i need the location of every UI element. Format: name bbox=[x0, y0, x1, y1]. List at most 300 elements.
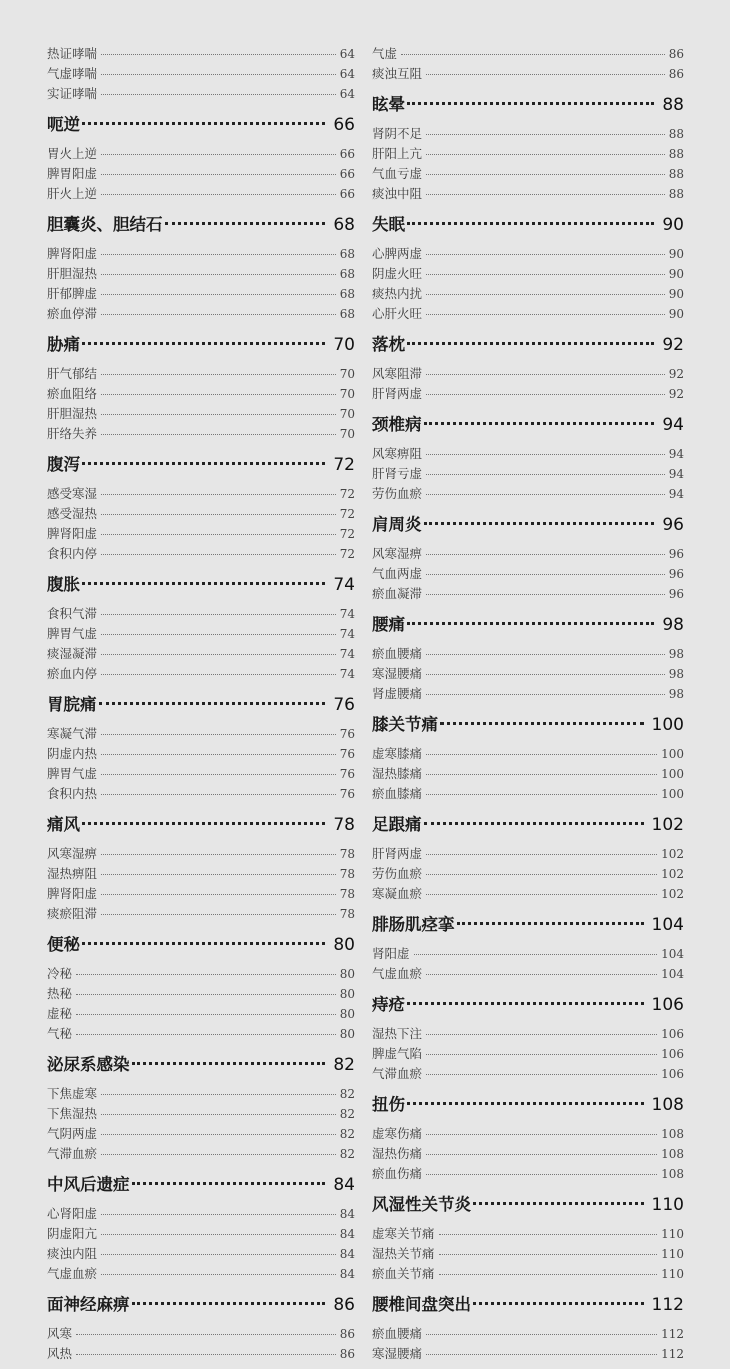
toc-entry-page: 96 bbox=[668, 587, 684, 601]
dot-leader bbox=[101, 74, 336, 75]
toc-entry[interactable] bbox=[47, 484, 355, 504]
toc-entry-label: 瘀血凝滞 bbox=[372, 586, 423, 601]
toc-heading-title: 颈椎病 bbox=[372, 415, 422, 434]
toc-entry-label: 气秘 bbox=[47, 1026, 73, 1041]
dot-leader bbox=[101, 1254, 336, 1255]
toc-entry[interactable] bbox=[47, 84, 355, 104]
toc-entry-label: 瘀血腰痛 bbox=[372, 1326, 423, 1341]
toc-entry-label: 瘀血关节痛 bbox=[372, 1266, 435, 1281]
toc-heading[interactable] bbox=[47, 810, 355, 840]
toc-heading[interactable] bbox=[372, 990, 684, 1020]
toc-heading[interactable] bbox=[372, 410, 684, 440]
toc-entry[interactable] bbox=[372, 964, 684, 984]
toc-entry-page: 66 bbox=[339, 147, 355, 161]
toc-entry[interactable] bbox=[372, 364, 684, 384]
toc-entry[interactable] bbox=[372, 384, 684, 404]
dot-leader bbox=[132, 1062, 326, 1065]
dot-leader bbox=[101, 194, 336, 195]
toc-entry-page: 104 bbox=[661, 967, 684, 981]
toc-heading[interactable] bbox=[47, 930, 355, 960]
toc-heading[interactable] bbox=[47, 110, 355, 140]
toc-entry-page: 72 bbox=[339, 527, 355, 541]
toc-entry[interactable] bbox=[372, 144, 684, 164]
toc-entry[interactable] bbox=[47, 304, 355, 324]
toc-entry-label: 热证哮喘 bbox=[47, 46, 98, 61]
toc-entry-label: 虚秘 bbox=[47, 1006, 73, 1021]
toc-heading-page: 78 bbox=[333, 815, 355, 835]
toc-entry-label: 胃火上逆 bbox=[47, 146, 98, 161]
toc-entry-label: 风寒湿痹 bbox=[47, 846, 98, 861]
toc-entry[interactable] bbox=[47, 364, 355, 384]
toc-heading-page: 102 bbox=[651, 815, 684, 835]
toc-entry[interactable] bbox=[47, 524, 355, 544]
toc-entry[interactable] bbox=[47, 404, 355, 424]
dot-leader bbox=[426, 454, 665, 455]
toc-entry-label: 阴虚内热 bbox=[47, 746, 98, 761]
toc-entry[interactable] bbox=[372, 784, 684, 804]
dot-leader bbox=[426, 294, 665, 295]
toc-entry[interactable] bbox=[47, 1244, 355, 1264]
dot-leader bbox=[101, 914, 336, 915]
toc-entry-label: 风寒湿痹 bbox=[372, 546, 423, 561]
toc-entry-label: 阴虚阳亢 bbox=[47, 1226, 98, 1241]
toc-heading-page: 108 bbox=[651, 1095, 684, 1115]
toc-entry-page: 86 bbox=[339, 1347, 355, 1361]
toc-entry[interactable] bbox=[372, 1224, 684, 1244]
toc-entry-page: 94 bbox=[668, 447, 684, 461]
toc-entry[interactable] bbox=[47, 1344, 355, 1364]
toc-entry[interactable] bbox=[47, 724, 355, 744]
toc-entry-page: 68 bbox=[339, 247, 355, 261]
toc-entry[interactable] bbox=[47, 1224, 355, 1244]
toc-entry[interactable] bbox=[372, 544, 684, 564]
toc-heading-page: 110 bbox=[651, 1195, 684, 1215]
toc-entry-page: 74 bbox=[339, 627, 355, 641]
dot-leader bbox=[426, 494, 665, 495]
toc-heading-title: 呃逆 bbox=[47, 115, 80, 134]
toc-entry[interactable] bbox=[47, 164, 355, 184]
toc-entry-label: 阴虚火旺 bbox=[372, 266, 423, 281]
toc-entry-label: 湿热痹阻 bbox=[47, 866, 98, 881]
dot-leader bbox=[426, 854, 657, 855]
dot-leader bbox=[426, 474, 665, 475]
toc-entry-page: 88 bbox=[668, 127, 684, 141]
toc-entry[interactable] bbox=[47, 1124, 355, 1144]
toc-entry-page: 70 bbox=[339, 387, 355, 401]
toc-entry[interactable] bbox=[47, 884, 355, 904]
toc-entry-label: 脾虚气陷 bbox=[372, 1046, 423, 1061]
toc-entry-page: 74 bbox=[339, 647, 355, 661]
toc-entry-page: 76 bbox=[339, 727, 355, 741]
toc-entry[interactable] bbox=[372, 644, 684, 664]
toc-entry[interactable] bbox=[372, 1064, 684, 1084]
toc-heading[interactable] bbox=[47, 1290, 355, 1320]
toc-entry-page: 112 bbox=[661, 1347, 684, 1361]
toc-entry[interactable] bbox=[372, 164, 684, 184]
dot-leader bbox=[82, 462, 325, 465]
toc-entry[interactable] bbox=[372, 664, 684, 684]
dot-leader bbox=[165, 222, 326, 225]
toc-heading[interactable] bbox=[47, 570, 355, 600]
dot-leader bbox=[414, 954, 658, 955]
toc-entry-page: 66 bbox=[339, 187, 355, 201]
toc-entry-label: 气血亏虚 bbox=[372, 166, 423, 181]
toc-entry[interactable] bbox=[372, 1144, 684, 1164]
toc-entry-page: 108 bbox=[661, 1127, 684, 1141]
toc-entry-page: 86 bbox=[668, 67, 684, 81]
dot-leader bbox=[426, 894, 657, 895]
dot-leader bbox=[101, 794, 336, 795]
toc-entry[interactable] bbox=[47, 864, 355, 884]
toc-entry[interactable] bbox=[47, 1004, 355, 1024]
toc-heading[interactable] bbox=[372, 330, 684, 360]
toc-entry[interactable] bbox=[372, 64, 684, 84]
toc-entry[interactable] bbox=[47, 1324, 355, 1344]
dot-leader bbox=[426, 154, 665, 155]
toc-heading[interactable] bbox=[372, 510, 684, 540]
toc-entry-page: 90 bbox=[668, 287, 684, 301]
toc-entry[interactable] bbox=[372, 304, 684, 324]
toc-entry-page: 96 bbox=[668, 567, 684, 581]
toc-entry-label: 风热 bbox=[47, 1346, 73, 1361]
toc-heading-title: 痛风 bbox=[47, 815, 80, 834]
dot-leader bbox=[101, 94, 336, 95]
toc-heading-title: 痔疮 bbox=[372, 995, 405, 1014]
toc-entry[interactable] bbox=[47, 244, 355, 264]
toc-entry[interactable] bbox=[372, 884, 684, 904]
dot-leader bbox=[76, 1014, 336, 1015]
toc-entry[interactable] bbox=[372, 1324, 684, 1344]
toc-entry[interactable] bbox=[372, 744, 684, 764]
toc-entry-label: 脾胃气虚 bbox=[47, 766, 98, 781]
dot-leader bbox=[401, 54, 665, 55]
dot-leader bbox=[424, 822, 644, 825]
toc-entry[interactable] bbox=[47, 1264, 355, 1284]
toc-entry[interactable] bbox=[372, 484, 684, 504]
toc-entry[interactable] bbox=[47, 64, 355, 84]
toc-entry-page: 90 bbox=[668, 247, 684, 261]
dot-leader bbox=[76, 1354, 336, 1355]
toc-entry-page: 80 bbox=[339, 1027, 355, 1041]
toc-entry-label: 脾肾阳虚 bbox=[47, 526, 98, 541]
dot-leader bbox=[426, 274, 665, 275]
toc-heading-page: 92 bbox=[662, 335, 684, 355]
dot-leader bbox=[101, 634, 336, 635]
dot-leader bbox=[426, 1354, 657, 1355]
dot-leader bbox=[407, 342, 654, 345]
toc-entry-page: 108 bbox=[661, 1147, 684, 1161]
toc-entry-page: 74 bbox=[339, 607, 355, 621]
toc-entry-page: 90 bbox=[668, 267, 684, 281]
toc-entry-label: 心肝火旺 bbox=[372, 306, 423, 321]
toc-entry-page: 64 bbox=[339, 87, 355, 101]
toc-entry-page: 82 bbox=[339, 1147, 355, 1161]
toc-heading[interactable] bbox=[372, 210, 684, 240]
dot-leader bbox=[82, 582, 325, 585]
toc-entry-label: 气虚哮喘 bbox=[47, 66, 98, 81]
dot-leader bbox=[101, 874, 336, 875]
toc-entry[interactable] bbox=[47, 1144, 355, 1164]
toc-entry[interactable] bbox=[372, 184, 684, 204]
toc-entry[interactable] bbox=[47, 1104, 355, 1124]
toc-column-right bbox=[372, 44, 684, 1364]
toc-entry[interactable] bbox=[47, 1204, 355, 1224]
dot-leader bbox=[101, 1154, 336, 1155]
toc-entry[interactable] bbox=[372, 1244, 684, 1264]
dot-leader bbox=[82, 822, 325, 825]
toc-entry-label: 肾阳虚 bbox=[372, 946, 410, 961]
toc-entry[interactable] bbox=[47, 184, 355, 204]
dot-leader bbox=[101, 394, 336, 395]
toc-entry-label: 气滞血瘀 bbox=[47, 1146, 98, 1161]
toc-entry-label: 风寒痹阻 bbox=[372, 446, 423, 461]
toc-entry[interactable] bbox=[372, 564, 684, 584]
toc-heading-page: 90 bbox=[662, 215, 684, 235]
toc-heading[interactable] bbox=[47, 1170, 355, 1200]
toc-entry[interactable] bbox=[47, 784, 355, 804]
toc-entry[interactable] bbox=[372, 764, 684, 784]
toc-entry-label: 肝肾两虚 bbox=[372, 846, 423, 861]
toc-entry[interactable] bbox=[372, 244, 684, 264]
toc-entry[interactable] bbox=[372, 124, 684, 144]
dot-leader bbox=[426, 194, 665, 195]
toc-heading[interactable] bbox=[47, 450, 355, 480]
toc-entry[interactable] bbox=[372, 284, 684, 304]
toc-entry-page: 106 bbox=[661, 1047, 684, 1061]
toc-entry-page: 78 bbox=[339, 847, 355, 861]
toc-entry[interactable] bbox=[372, 1124, 684, 1144]
toc-entry-label: 痰浊互阻 bbox=[372, 66, 423, 81]
toc-heading[interactable] bbox=[372, 910, 684, 940]
toc-entry-label: 寒凝血瘀 bbox=[372, 886, 423, 901]
toc-entry-label: 瘀血伤痛 bbox=[372, 1166, 423, 1181]
toc-entry-page: 76 bbox=[339, 767, 355, 781]
dot-leader bbox=[439, 1274, 658, 1275]
toc-entry[interactable] bbox=[47, 424, 355, 444]
toc-entry-label: 寒凝气滞 bbox=[47, 726, 98, 741]
toc-entry[interactable] bbox=[372, 864, 684, 884]
toc-heading-page: 112 bbox=[651, 1295, 684, 1315]
toc-heading[interactable] bbox=[372, 1190, 684, 1220]
toc-heading[interactable] bbox=[372, 710, 684, 740]
toc-entry[interactable] bbox=[47, 964, 355, 984]
toc-heading-title: 风湿性关节炎 bbox=[372, 1195, 471, 1214]
toc-entry-page: 84 bbox=[339, 1207, 355, 1221]
toc-entry[interactable] bbox=[47, 504, 355, 524]
dot-leader bbox=[101, 894, 336, 895]
toc-heading-page: 72 bbox=[333, 455, 355, 475]
toc-entry-page: 110 bbox=[661, 1247, 684, 1261]
dot-leader bbox=[407, 102, 654, 105]
dot-leader bbox=[426, 754, 657, 755]
toc-heading[interactable] bbox=[372, 90, 684, 120]
dot-leader bbox=[426, 974, 657, 975]
toc-entry[interactable] bbox=[372, 844, 684, 864]
toc-entry[interactable] bbox=[47, 384, 355, 404]
toc-entry[interactable] bbox=[372, 444, 684, 464]
dot-leader bbox=[101, 674, 336, 675]
toc-entry-label: 冷秘 bbox=[47, 966, 73, 981]
toc-entry[interactable] bbox=[372, 584, 684, 604]
toc-entry-page: 80 bbox=[339, 1007, 355, 1021]
dot-leader bbox=[101, 654, 336, 655]
toc-heading-page: 96 bbox=[662, 515, 684, 535]
dot-leader bbox=[132, 1302, 326, 1305]
dot-leader bbox=[101, 294, 336, 295]
toc-entry[interactable] bbox=[47, 904, 355, 924]
toc-entry[interactable] bbox=[47, 284, 355, 304]
toc-entry[interactable] bbox=[47, 1024, 355, 1044]
toc-entry[interactable] bbox=[47, 544, 355, 564]
dot-leader bbox=[426, 1074, 657, 1075]
toc-entry[interactable] bbox=[47, 44, 355, 64]
toc-entry[interactable] bbox=[47, 264, 355, 284]
toc-entry-page: 94 bbox=[668, 467, 684, 481]
dot-leader bbox=[101, 614, 336, 615]
toc-entry-page: 80 bbox=[339, 967, 355, 981]
toc-entry-label: 气虚血瘀 bbox=[372, 966, 423, 981]
dot-leader bbox=[426, 774, 657, 775]
toc-heading[interactable] bbox=[372, 610, 684, 640]
toc-entry[interactable] bbox=[47, 664, 355, 684]
toc-entry-label: 脾肾阳虚 bbox=[47, 246, 98, 261]
toc-entry-label: 湿热膝痛 bbox=[372, 766, 423, 781]
toc-entry-label: 肝阳上亢 bbox=[372, 146, 423, 161]
toc-heading-page: 76 bbox=[333, 695, 355, 715]
toc-entry[interactable] bbox=[372, 944, 684, 964]
toc-entry-label: 脾肾阳虚 bbox=[47, 886, 98, 901]
toc-entry-label: 湿热伤痛 bbox=[372, 1146, 423, 1161]
dot-leader bbox=[82, 122, 325, 125]
toc-entry[interactable] bbox=[47, 644, 355, 664]
toc-entry-page: 72 bbox=[339, 547, 355, 561]
toc-entry-label: 风寒 bbox=[47, 1326, 73, 1341]
toc-entry[interactable] bbox=[372, 464, 684, 484]
toc-entry[interactable] bbox=[47, 1084, 355, 1104]
toc-entry-page: 78 bbox=[339, 907, 355, 921]
toc-entry-page: 86 bbox=[339, 1327, 355, 1341]
toc-heading-title: 腓肠肌痉挛 bbox=[372, 915, 455, 934]
dot-leader bbox=[426, 374, 665, 375]
toc-entry-label: 肾虚腰痛 bbox=[372, 686, 423, 701]
dot-leader bbox=[101, 854, 336, 855]
dot-leader bbox=[439, 1234, 658, 1235]
dot-leader bbox=[426, 314, 665, 315]
dot-leader bbox=[101, 154, 336, 155]
toc-entry-label: 湿热下注 bbox=[372, 1026, 423, 1041]
dot-leader bbox=[101, 1274, 336, 1275]
toc-entry[interactable] bbox=[47, 984, 355, 1004]
toc-entry-label: 虚寒关节痛 bbox=[372, 1226, 435, 1241]
toc-entry-label: 心脾两虚 bbox=[372, 246, 423, 261]
toc-entry-page: 74 bbox=[339, 667, 355, 681]
toc-entry-page: 110 bbox=[661, 1227, 684, 1241]
toc-entry-page: 84 bbox=[339, 1227, 355, 1241]
toc-entry[interactable] bbox=[372, 1024, 684, 1044]
toc-entry[interactable] bbox=[372, 1164, 684, 1184]
toc-entry[interactable] bbox=[47, 604, 355, 624]
toc-heading-title: 腹胀 bbox=[47, 575, 80, 594]
toc-entry-label: 实证哮喘 bbox=[47, 86, 98, 101]
toc-entry-page: 76 bbox=[339, 747, 355, 761]
dot-leader bbox=[101, 774, 336, 775]
dot-leader bbox=[426, 394, 665, 395]
toc-entry-label: 心肾阳虚 bbox=[47, 1206, 98, 1221]
toc-entry[interactable] bbox=[47, 744, 355, 764]
dot-leader bbox=[426, 1154, 657, 1155]
toc-entry[interactable] bbox=[47, 624, 355, 644]
dot-leader bbox=[101, 434, 336, 435]
toc-entry[interactable] bbox=[47, 144, 355, 164]
dot-leader bbox=[76, 974, 336, 975]
toc-heading-page: 104 bbox=[651, 915, 684, 935]
dot-leader bbox=[82, 942, 325, 945]
dot-leader bbox=[101, 54, 336, 55]
toc-entry-label: 劳伤血瘀 bbox=[372, 486, 423, 501]
dot-leader bbox=[426, 694, 665, 695]
toc-entry[interactable] bbox=[372, 264, 684, 284]
toc-entry-page: 84 bbox=[339, 1247, 355, 1261]
toc-heading-page: 84 bbox=[333, 1175, 355, 1195]
toc-heading-title: 眩晕 bbox=[372, 95, 405, 114]
toc-heading[interactable] bbox=[372, 810, 684, 840]
toc-entry-page: 108 bbox=[661, 1167, 684, 1181]
dot-leader bbox=[426, 574, 665, 575]
toc-entry-page: 82 bbox=[339, 1107, 355, 1121]
toc-entry[interactable] bbox=[47, 764, 355, 784]
toc-entry[interactable] bbox=[372, 684, 684, 704]
toc-heading-page: 74 bbox=[333, 575, 355, 595]
toc-entry-label: 瘀血阻络 bbox=[47, 386, 98, 401]
toc-heading-title: 泌尿系感染 bbox=[47, 1055, 130, 1074]
toc-entry-page: 78 bbox=[339, 887, 355, 901]
toc-entry-page: 72 bbox=[339, 487, 355, 501]
toc-entry-page: 76 bbox=[339, 787, 355, 801]
toc-entry-label: 肝火上逆 bbox=[47, 186, 98, 201]
toc-entry[interactable] bbox=[372, 1264, 684, 1284]
toc-entry-page: 72 bbox=[339, 507, 355, 521]
toc-entry-label: 肝肾亏虚 bbox=[372, 466, 423, 481]
toc-heading-title: 足跟痛 bbox=[372, 815, 422, 834]
toc-entry-page: 66 bbox=[339, 167, 355, 181]
toc-entry-label: 气虚 bbox=[372, 46, 398, 61]
toc-entry[interactable] bbox=[372, 1344, 684, 1364]
dot-leader bbox=[101, 314, 336, 315]
toc-entry-label: 下焦虚寒 bbox=[47, 1086, 98, 1101]
toc-heading[interactable] bbox=[372, 1290, 684, 1320]
toc-heading[interactable] bbox=[372, 1090, 684, 1120]
toc-entry-label: 脾胃气虚 bbox=[47, 626, 98, 641]
toc-entry-label: 痰浊内阻 bbox=[47, 1246, 98, 1261]
toc-entry-label: 痰热内扰 bbox=[372, 286, 423, 301]
toc-heading-title: 胆囊炎、胆结石 bbox=[47, 215, 163, 234]
toc-entry-label: 寒湿腰痛 bbox=[372, 666, 423, 681]
toc-entry-label: 痰瘀阻滞 bbox=[47, 906, 98, 921]
toc-heading[interactable] bbox=[47, 210, 355, 240]
toc-entry-page: 98 bbox=[668, 687, 684, 701]
dot-leader bbox=[76, 994, 336, 995]
dot-leader bbox=[426, 554, 665, 555]
toc-entry[interactable] bbox=[372, 44, 684, 64]
toc-entry-page: 84 bbox=[339, 1267, 355, 1281]
toc-heading[interactable] bbox=[47, 690, 355, 720]
toc-entry[interactable] bbox=[47, 844, 355, 864]
toc-entry[interactable] bbox=[372, 1044, 684, 1064]
dot-leader bbox=[426, 1054, 657, 1055]
toc-heading[interactable] bbox=[47, 330, 355, 360]
toc-entry-page: 100 bbox=[661, 787, 684, 801]
toc-heading[interactable] bbox=[47, 1050, 355, 1080]
